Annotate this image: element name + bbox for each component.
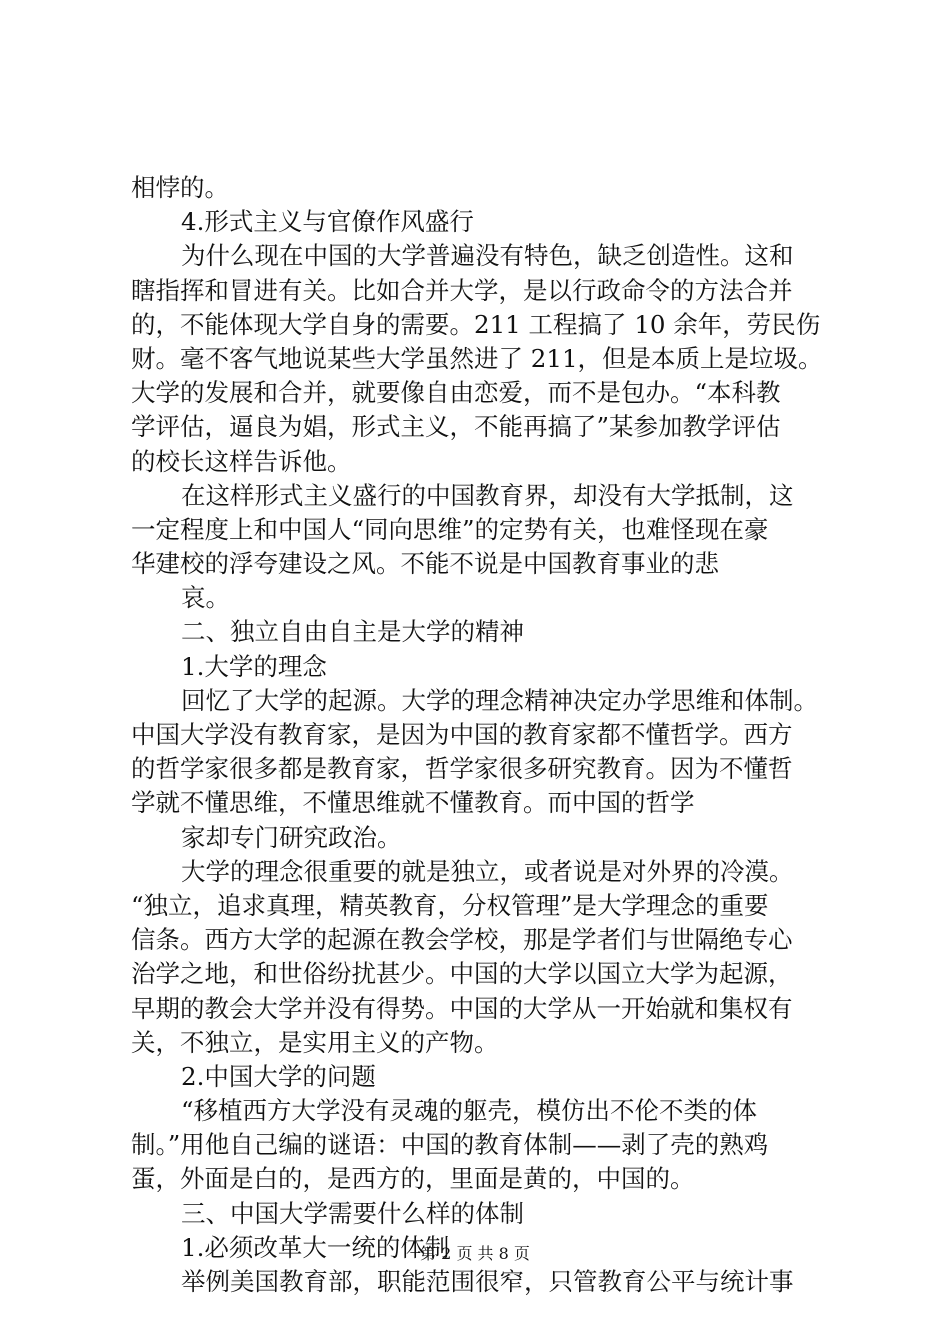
text-line: 在这样形式主义盛行的中国教育界，却没有大学抵制，这 [181,480,794,510]
text-line: 1.大学的理念 [181,651,327,681]
text-line: 中国大学没有教育家，是因为中国的教育家都不懂哲学。西方 [131,720,793,749]
text-line: 家却专门研究政治。 [181,822,402,852]
text-line: “移植西方大学没有灵魂的躯壳，模仿出不伦不类的体 [181,1096,758,1126]
text-line: 学就不懂思维，不懂思维就不懂教育。而中国的哲学 [131,788,695,818]
text-line: 1.必须改革大一统的体制 [181,1232,450,1262]
text-line: 治学之地，和世俗纷扰甚少。中国的大学以国立大学为起源， [131,959,793,989]
text-line: 举例美国教育部，职能范围很窄，只管教育公平与统计事 [181,1267,794,1296]
text-line: 大学的理念很重要的就是独立，或者说是对外界的冷漠。 [181,856,794,886]
text-line: 的校长这样告诉他。 [131,446,352,476]
text-line: 的，不能体现大学自身的需要。211 工程搞了 10 余年，劳民伤 [131,309,821,339]
text-line: 关，不独立，是实用主义的产物。 [131,1027,499,1057]
text-line: “独立，追求真理，精英教育，分权管理”是大学理念的重要 [131,890,769,920]
text-line: 早期的教会大学并没有得势。中国的大学从一开始就和集权有 [131,993,793,1023]
text-line: 二、独立自由自主是大学的精神 [181,617,524,647]
text-line: 三、中国大学需要什么样的体制 [181,1198,524,1228]
text-line: 4.形式主义与官僚作风盛行 [181,207,474,237]
text-line: 大学的发展和合并，就要像自由恋爱，而不是包办。“本科教 [131,378,781,408]
text-line: 信条。西方大学的起源在教会学校，那是学者们与世隔绝专心 [131,925,793,955]
body-text [131,171,836,1299]
text-line: 华建校的浮夸建设之风。不能不说是中国教育事业的悲 [131,549,719,579]
text-line: 瞎指挥和冒进有关。比如合并大学，是以行政命令的方法合并 [131,275,793,305]
text-line: 2.中国大学的问题 [181,1061,376,1091]
text-line: 回忆了大学的起源。大学的理念精神决定办学思维和体制。 [181,685,818,715]
text-line: 制。”用他自己编的谜语：中国的教育体制——剥了壳的熟鸡 [131,1130,769,1160]
text-line: 学评估，逼良为娼，形式主义，不能再搞了”某参加教学评估 [131,412,781,442]
page-footer: 第 2 页 共 8 页 [420,1244,530,1263]
text-line: 蛋，外面是白的，是西方的，里面是黄的，中国的。 [131,1164,695,1194]
text-line: 财。毫不客气地说某些大学虽然进了 211，但是本质上是垃圾。 [131,343,823,373]
text-line: 为什么现在中国的大学普遍没有特色，缺乏创造性。这和 [181,241,794,271]
text-line: 一定程度上和中国人“同向思维”的定势有关，也难怪现在豪 [131,514,769,544]
text-line: 相悖的。 [131,173,229,202]
text-line: 哀。 [181,583,230,613]
text-line: 的哲学家很多都是教育家，哲学家很多研究教育。因为不懂哲 [131,754,793,784]
